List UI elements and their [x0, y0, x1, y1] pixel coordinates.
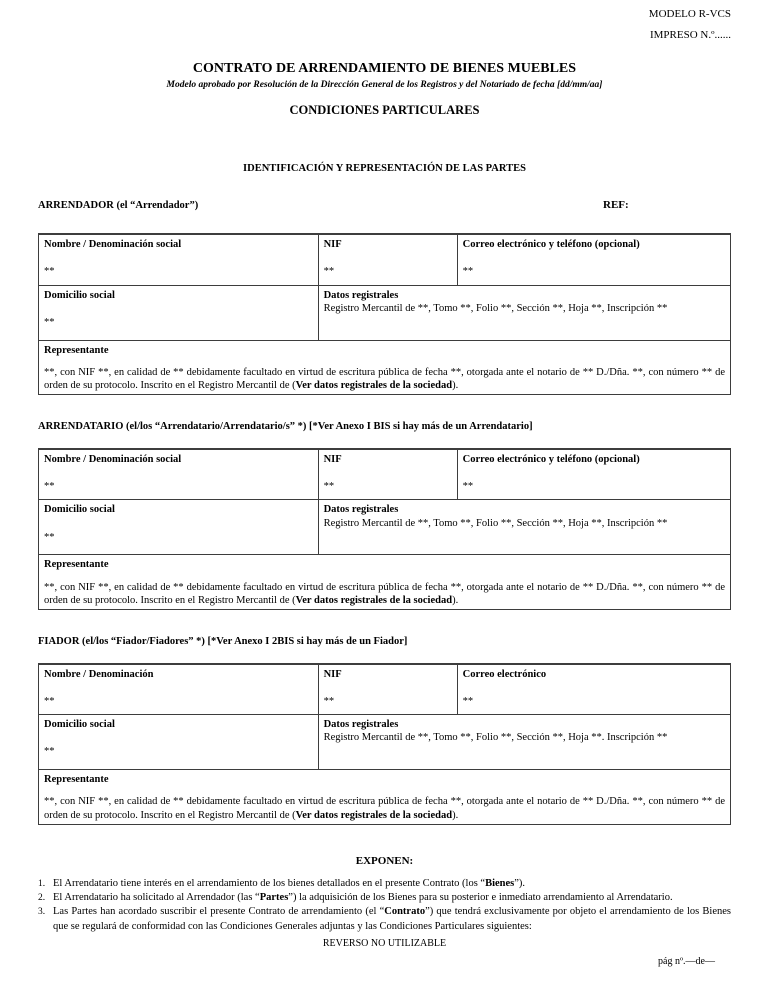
nombre-cell: [39, 449, 319, 500]
nombre-value: **: [44, 695, 55, 707]
nif-cell: [318, 664, 457, 715]
nif-label: NIF: [323, 453, 342, 465]
representante-cell: [39, 770, 731, 824]
arrendador-table: [38, 233, 731, 395]
representante-text: **, con NIF **, en calidad de ** debidamente facultado en virtud de escritura pública de fecha **, otorgada ante el notario de ** D./Dña. **, con número ** de orden de su protocolo. Inscrito en el Registro Mercantil de (Ver datos registrales de la sociedad).: [44, 581, 725, 606]
datos-registrales-label: Datos registrales: [323, 289, 399, 301]
domicilio-value: **: [44, 746, 55, 758]
representante-label: Representante: [44, 344, 109, 356]
nif-value: **: [323, 266, 335, 278]
representante-text: **, con NIF **, en calidad de ** debidamente facultado en virtud de escritura pública de fecha **, otorgada ante el notario de ** D./Dña. **, con número ** de orden de su protocolo. Inscrito en el Registro Mercantil de (Ver datos registrales de la sociedad).: [44, 366, 725, 391]
nif-label: NIF: [323, 239, 342, 251]
exponen-list: [38, 877, 731, 935]
domicilio-label: Domicilio social: [44, 289, 115, 301]
fiador-heading: FIADOR (el/los “Fiador/Fiadores” *) [*Ver Anexo I 2BIS si hay más de un Fiador]: [38, 635, 408, 647]
correo-cell: [457, 449, 730, 500]
fiador-table: [38, 663, 731, 825]
correo-label: Correo electrónico: [462, 668, 547, 680]
impreso-label: IMPRESO N.º......: [649, 28, 731, 41]
item-text: Las Partes han acordado suscribir el presente Contrato de arrendamiento (el “Contrato”) que tendrá exclusivamente por objeto el arrendamiento de los Bienes que se regulará de conformidad con las Condiciones Generales adjuntas y las Condiciones Particulares siguientes:: [53, 906, 731, 932]
item-number: 2.: [38, 893, 46, 904]
datos-registrales-label: Datos registrales: [323, 504, 399, 516]
item-number: 1.: [38, 878, 46, 889]
document-title: CONTRATO DE ARRENDAMIENTO DE BIENES MUEBLES: [192, 61, 577, 77]
correo-label: Correo electrónico y teléfono (opcional): [462, 453, 640, 465]
datos-registrales-value: Registro Mercantil de **, Tomo **, Folio **, Sección **, Hoja **, Inscripción **: [323, 302, 668, 314]
representante-cell: [39, 340, 731, 394]
nif-value: **: [323, 695, 335, 707]
modelo-label: MODELO R-VCS: [648, 8, 731, 20]
nif-label: NIF: [323, 668, 342, 680]
arrendador-heading: ARRENDADOR (el “Arrendador”): [38, 200, 199, 212]
reverso-note: REVERSO NO UTILIZABLE: [322, 938, 447, 950]
datos-registrales-cell: [318, 500, 730, 555]
exponen-item: [38, 905, 731, 934]
correo-value: **: [462, 266, 474, 278]
nombre-label: Nombre / Denominación social: [44, 453, 182, 465]
correo-value: **: [462, 695, 474, 707]
domicilio-value: **: [44, 316, 55, 328]
representante-label: Representante: [44, 774, 109, 786]
nombre-label: Nombre / Denominación social: [44, 239, 182, 251]
page-number: pág nº.—de—: [658, 956, 715, 968]
domicilio-value: **: [44, 531, 55, 543]
item-text: El Arrendatario ha solicitado al Arrendador (las “Partes”) la adquisición de los Bienes para su posterior e inmediato arrendamiento al Arrendatario.: [53, 892, 673, 904]
item-text: El Arrendatario tiene interés en el arrendamiento de los bienes detallados en el presente Contrato (los “Bienes”).: [53, 877, 526, 889]
representante-text: **, con NIF **, en calidad de ** debidamente facultado en virtud de escritura pública de fecha **, otorgada ante el notario de ** D./Dña. **, con número ** de orden de su protocolo. Inscrito en el Registro Mercantil de (Ver datos registrales de la sociedad).: [44, 796, 725, 821]
correo-cell: [457, 664, 730, 715]
correo-value: **: [462, 481, 474, 493]
arrendador-heading-row: [38, 199, 731, 213]
nombre-cell: [39, 664, 319, 715]
arrendatario-heading: ARRENDATARIO (el/los “Arrendatario/Arrendatario/s” *) [*Ver Anexo I BIS si hay más de un Arrendatario]: [38, 420, 533, 432]
datos-registrales-cell: [318, 715, 730, 770]
exponen-heading: EXPONEN:: [355, 854, 414, 867]
arrendatario-table: [38, 448, 731, 610]
datos-registrales-value: Registro Mercantil de **, Tomo **, Folio **, Sección **, Hoja **, Inscripción **: [323, 517, 668, 529]
document-subtitle: Modelo aprobado por Resolución de la Dirección General de los Registros y del Notariado de fecha [dd/mm/aa]: [166, 80, 603, 91]
nif-value: **: [323, 481, 335, 493]
nombre-value: **: [44, 266, 55, 278]
datos-registrales-cell: [318, 285, 730, 340]
datos-registrales-value: Registro Mercantil de **, Tomo **, Folio **, Sección **, Hoja **. Inscripción **: [323, 732, 668, 744]
condiciones-particulares-heading: CONDICIONES PARTICULARES: [289, 103, 480, 118]
representante-cell: [39, 555, 731, 609]
correo-cell: [457, 234, 730, 285]
domicilio-label: Domicilio social: [44, 719, 115, 731]
domicilio-cell: [39, 715, 319, 770]
datos-registrales-label: Datos registrales: [323, 719, 399, 731]
ref-label: REF:: [603, 199, 629, 212]
exponen-item: [38, 891, 731, 905]
correo-label: Correo electrónico y teléfono (opcional): [462, 239, 640, 251]
domicilio-cell: [39, 500, 319, 555]
exponen-item: [38, 877, 731, 891]
nombre-label: Nombre / Denominación: [44, 668, 154, 680]
nombre-cell: [39, 234, 319, 285]
domicilio-label: Domicilio social: [44, 504, 115, 516]
nombre-value: **: [44, 481, 55, 493]
domicilio-cell: [39, 285, 319, 340]
nif-cell: [318, 449, 457, 500]
identificacion-heading: IDENTIFICACIÓN Y REPRESENTACIÓN DE LAS PARTES: [243, 163, 526, 175]
representante-label: Representante: [44, 559, 109, 571]
item-number: 3.: [38, 907, 46, 918]
nif-cell: [318, 234, 457, 285]
